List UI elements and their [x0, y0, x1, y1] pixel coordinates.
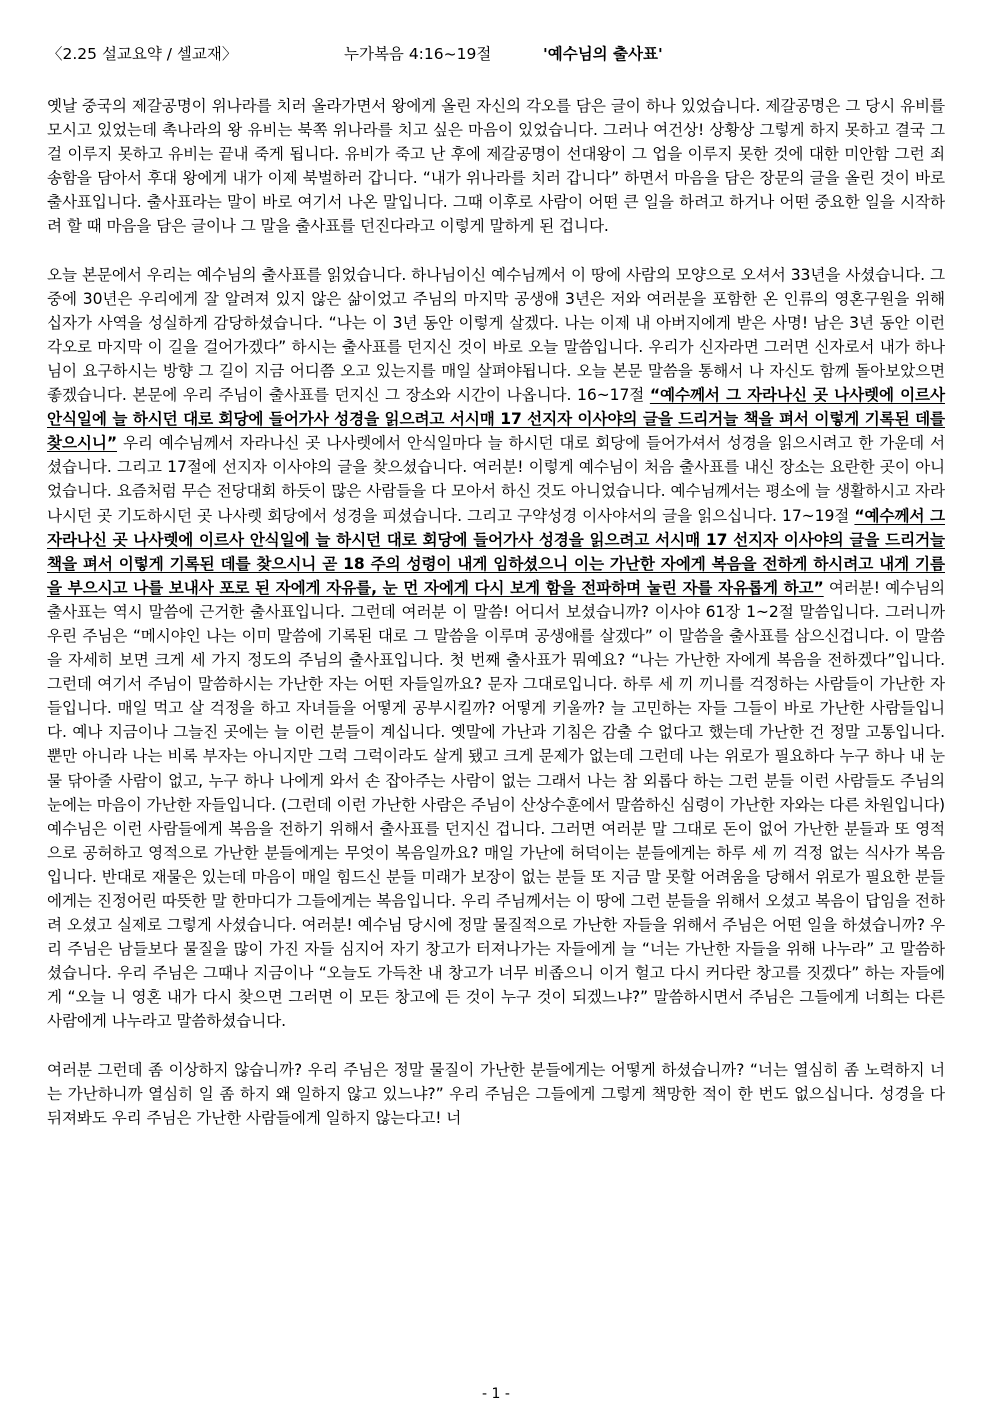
header-series-label: 〈2.25 설교요약 / 셀교재〉: [47, 45, 238, 63]
paragraph-main-text-2: 우리 예수님께서 자라나신 곳 나사렛에서 안식일마다 늘 하시던 대로 회당에 들어가셔서 성경을 읽으시려고 한 가운데 서 셨습니다. 그리고 17절에 선지자 이사야의 글을 찾으셨습니다. 여러분! 이렇게 예수님이 처음 출사표를 내신 장소는 요란한 곳이 아니었습니다. 요즘처럼 무슨 전당대회 하듯이 많은 사람들을 다 모아서 하신 것도 아니었습니다. 예수님께서는 평소에 늘 생활하시고 자라나시던 곳 기도하시던 곳 나사렛 회당에서 성경을 피셨습니다. 그리고 구약성경 이사야서의 글을 읽으십니다. 17~19절: [47, 434, 945, 525]
header-scripture-reference: 누가복음 4:16~19절: [344, 45, 492, 63]
paragraph-main: [47, 263, 945, 1034]
sermon-title: '예수님의 출사표': [543, 45, 663, 63]
paragraph-intro-text: 옛날 중국의 제갈공명이 위나라를 치러 올라가면서 왕에게 올린 자신의 각오를 담은 글이 하나 있었습니다. 제갈공명은 그 당시 유비를 모시고 있었는데 촉나라의 왕 유비는 북쪽 위나라를 치고 싶은 마음이 있었습니다. 그러나 여건상! 상황상 그렇게 하지 못하고 결국 그걸 이루지 못하고 유비는 끝내 죽게 됩니다. 유비가 죽고 난 후에 제갈공명이 선대왕이 그 업을 이루지 못한 것에 대한 미안함 그런 죄송함을 담아서 후대 왕에게 내가 이제 북벌하러 갑니다. “내가 위나라를 치러 갑니다” 하면서 마음을 담은 장문의 글을 올린 것이 바로 출사표입니다. 출사표라는 말이 바로 여기서 나온 말입니다. 그때 이후로 사람이 어떤 큰 일을 하려고 하거나 어떤 중요한 일을 시작하려 할 때 마음을 담은 글이나 그 말을 출사표를 던진다라고 이렇게 말하게 된 겁니다.: [47, 97, 945, 236]
paragraph-main-text-3: 여러분! 예수님의 출사표는 역시 말씀에 근거한 출사표입니다. 그런데 여러분 이 말씀! 어디서 보셨습니까? 이사야 61장 1~2절 말씀입니다. 그러니까 우린 주님은 “메시야인 나는 이미 말씀에 기록된 대로 그 말씀을 이루며 공생애를 살겠다” 이 말씀을 출사표를 삼으신겁니다. 이 말씀을 자세히 보면 크게 세 가지 정도의 주님의 출사표입니다. 첫 번째 출사표가 뭐예요? “나는 가난한 자에게 복음을 전하겠다”입니다. 그런데 여기서 주님이 말씀하시는 가난한 자는 어떤 자들일까요? 문자 그대로입니다. 하루 세 끼 끼니를 걱정하는 사람들이 가난한 자들입니다. 매일 먹고 살 걱정을 하고 자녀들을 어떻게 공부시킬까? 어떻게 키울까? 늘 고민하는 자들 그들이 바로 가난한 사람들입니다. 예나 지금이나 그늘진 곳에는 늘 이런 분들이 계십니다. 옛말에 가난과 기침은 감출 수 없다고 했는데 가난한 건 정말 고통입니다. 뿐만 아니라 나는 비록 부자는 아니지만 그럭 그럭이라도 살게 됐고 크게 문제가 없는데 그런데 나는 위로가 필요하다 누구 하나 내 눈물 닦아줄 사람이 없고, 누구 하나 나에게 와서 손 잡아주는 사람이 없는 그래서 나는 참 외롭다 하는 그런 분들 이런 사람들도 주님의 눈에는 마음이 가난한 자들입니다. (그런데 이런 가난한 사람은 주님이 산상수훈에서 말씀하신 심령이 가난한 자와는 다른 차원입니다) 예수님은 이런 사람들에게 복음을 전하기 위해서 출사표를 던지신 겁니다. 그러면 여러분 말 그대로 돈이 없어 가난한 분들과 또 영적으로 공허하고 영적으로 가난한 분들에게는 무엇이 복음일까요? 매일 가난에 허덕이는 분들에게는 하루 세 끼 걱정 없는 식사가 복음입니다. 반대로 재물은 있는데 마음이 매일 힘드신 분들 미래가 보장이 없는 분들 또 지금 말 못할 어려움을 당해서 위로가 필요한 분들에게는 진정어린 따뜻한 말 한마디가 그들에게는 복음입니다. 우리 주님께서는 이 땅에 그런 분들을 위해서 오셨고 복음이 답임을 전하려 오셨고 실제로 그렇게 사셨습니다. 여러분! 예수님 당시에 정말 물질적으로 가난한 자들을 위해서 주님은 어떤 일을 하셨습니까? 우리 주님은 남들보다 물질을 많이 가진 자들 심지어 자기 창고가 터져나가는 자들에게 늘 “너는 가난한 자들을 위해 나누라” 고 말씀하셨습니다. 우리 주님은 그때나 지금이나 “오늘도 가득찬 내 창고가 너무 비좁으니 이거 헐고 다시 커다란 창고를 짓겠다” 하는 자들에게 “오늘 니 영혼 내가 다시 찾으면 그러면 이 모든 창고에 든 것이 누구 것이 되겠느냐?” 말씀하시면서 주님은 그들에게 너희는 다른 사람에게 나누라고 말씀하셨습니다.: [47, 578, 945, 1031]
paragraph-intro: [47, 94, 945, 239]
paragraph-closing-text: 여러분 그런데 좀 이상하지 않습니까? 우리 주님은 정말 물질이 가난한 분들에게는 어떻게 하셨습니까? “너는 열심히 좀 노력하지 너는 가난하니까 열심히 일 좀 하지 왜 일하지 않고 있느냐?” 우리 주님은 그들에게 그렇게 책망한 적이 한 번도 없으십니다. 성경을 다 뒤져봐도 우리 주님은 가난한 사람들에게 일하지 않는다고! 너: [47, 1060, 945, 1127]
document-page: [47, 42, 945, 1130]
page-number: - 1 -: [482, 1386, 510, 1402]
scripture-quote-17-19: “예수께서 그 자라나신 곳 나사렛에 이르사 안식일에 늘 하시던 대로 회당에 들어가사 성경을 읽으려고 서시매 17 선지자 이사야의 글을 드리거늘 책을 펴서 이렇게 기록된 데를 찾으시니 곧 18 주의 성령이 내게 임하셨으니 이는 가난한 자에게 복음을 전하게 하시려고 내게 기름을 부으시고 나를 보내사 포로 된 자에게 자유를, 눈 먼 자에게 다시 보게 함을 전파하며 눌린 자를 자유롭게 하고”: [47, 506, 945, 597]
scripture-quote-16-17: “예수께서 그 자라나신 곳 나사렛에 이르사 안식일에 늘 하시던 대로 회당에 들어가사 성경을 읽으려고 서시매 17 선지자 이사야의 글을 드리거늘 책을 펴서 이렇게 기록된 데를 찾으시니”: [47, 386, 945, 453]
paragraph-main-text-1: 오늘 본문에서 우리는 예수님의 출사표를 읽었습니다. 하나님이신 예수님께서 이 땅에 사람의 모양으로 오셔서 33년을 사셨습니다. 그중에 30년은 우리에게 잘 알려져 있지 않은 삶이었고 주님의 마지막 공생애 3년은 저와 여러분을 포함한 온 인류의 영혼구원을 위해 십자가 사역을 성실하게 감당하셨습니다. “나는 이 3년 동안 이렇게 살겠다. 나는 이제 내 아버지에게 받은 사명! 남은 3년 동안 이런 각오로 마지막 이 길을 걸어가겠다” 하시는 출사표를 던지신 것이 바로 오늘 말씀입니다. 우리가 신자라면 그러면 신자로서 내가 하나님이 요구하시는 방향 그 길이 지금 어디쯤 오고 있는지를 매일 살펴야됩니다. 오늘 본문 말씀을 통해서 나 자신도 함께 돌아보았으면 좋겠습니다. 본문에 우리 주님이 출사표를 던지신 그 장소와 시간이 나옵니다. 16~17절: [47, 265, 945, 405]
document-header: [47, 42, 945, 72]
paragraph-closing: [47, 1058, 945, 1130]
